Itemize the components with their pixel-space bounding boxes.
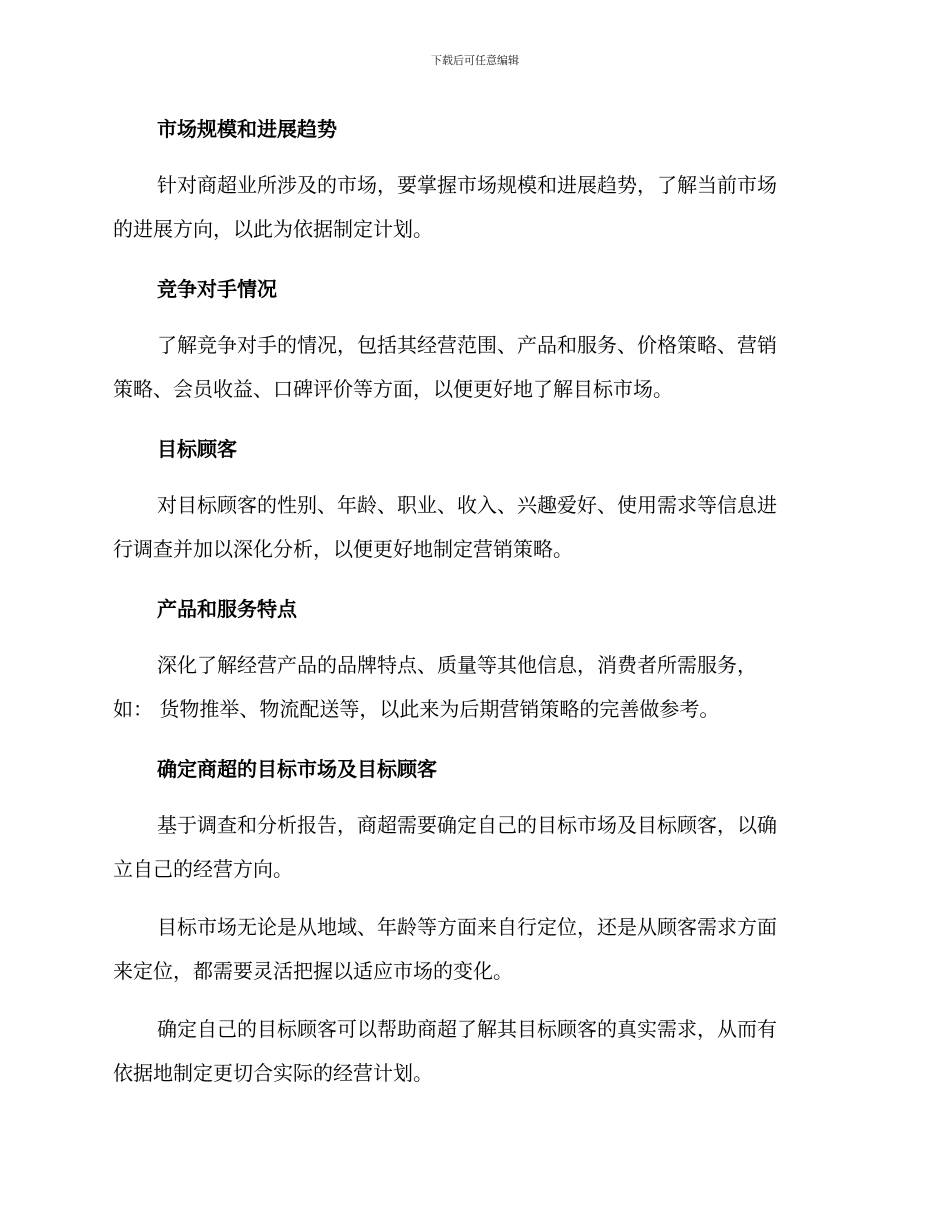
section-heading-competitors: 竞争对手情况 [157,277,277,301]
paragraph-line: 了解竞争对手的情况，包括其经营范围、产品和服务、价格策略、营销 [157,333,777,357]
paragraph-line: 来定位，都需要灵活把握以适应市场的变化。 [113,959,513,983]
paragraph-line: 依据地制定更切合实际的经营计划。 [113,1061,433,1085]
paragraph-line: 立自己的经营方向。 [113,857,293,881]
paragraph-line: 如： 货物推举、物流配送等，以此来为后期营销策略的完善做参考。 [113,697,720,721]
page-header-note: 下载后可任意编辑 [431,54,519,67]
paragraph-line: 对目标顾客的性别、年龄、职业、收入、兴趣爱好、使用需求等信息进 [157,493,777,517]
paragraph-line: 目标市场无论是从地域、年龄等方面来自行定位，还是从顾客需求方面 [157,915,777,939]
paragraph-target-customers [113,483,833,571]
section-heading-target-customers: 目标顾客 [157,437,237,461]
paragraph-target-market-3 [113,1007,833,1095]
paragraph-line: 策略、会员收益、口碑评价等方面，以便更好地了解目标市场。 [113,377,673,401]
paragraph-target-market-2 [113,905,833,993]
paragraph-line: 基于调查和分析报告，商超需要确定自己的目标市场及目标顾客，以确 [157,813,777,837]
paragraph-market-size [113,163,833,251]
paragraph-line: 针对商超业所涉及的市场，要掌握市场规模和进展趋势，了解当前市场 [157,173,777,197]
paragraph-line: 行调查并加以深化分析，以便更好地制定营销策略。 [113,537,573,561]
section-heading-market-size: 市场规模和进展趋势 [157,117,337,141]
paragraph-line: 的进展方向，以此为依据制定计划。 [113,217,433,241]
section-heading-product-features: 产品和服务特点 [157,597,297,621]
paragraph-product-features [113,643,833,731]
paragraph-line: 深化了解经营产品的品牌特点、质量等其他信息，消费者所需服务， [157,653,757,677]
paragraph-line: 确定自己的目标顾客可以帮助商超了解其目标顾客的真实需求，从而有 [157,1017,777,1041]
paragraph-competitors [113,323,833,411]
paragraph-target-market-1 [113,803,833,891]
section-heading-target-market: 确定商超的目标市场及目标顾客 [157,757,437,781]
